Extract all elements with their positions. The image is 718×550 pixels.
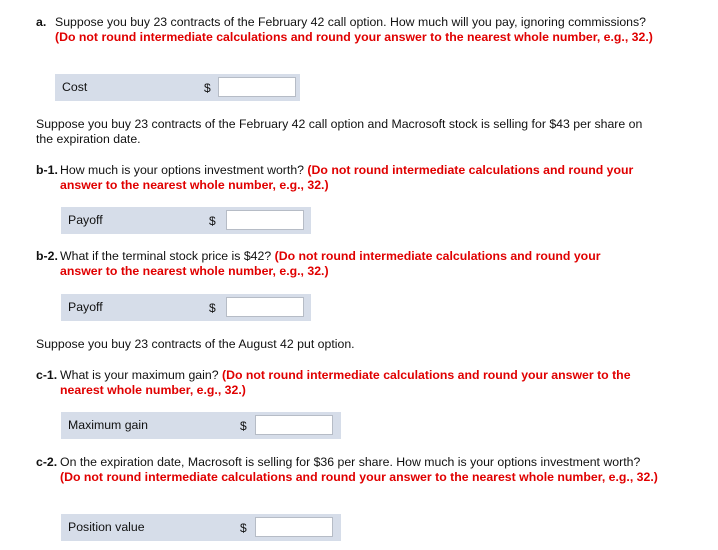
maximum-gain-input[interactable] (255, 415, 333, 435)
question-text: On the expiration date, Macrosoft is selling for $36 per share. How much is your options investment worth? (60, 455, 641, 469)
rounding-instruction: (Do not round intermediate calculations and round your answer to the nearest whole number, e.g., 32.) (60, 368, 631, 397)
rounding-instruction: (Do not round intermediate calculations and round your answer to the nearest whole number, e.g., 32.) (60, 470, 658, 484)
scenario-b-text: Suppose you buy 23 contracts of the February 42 call option and Macrosoft stock is selling for $43 per share on the expiration date. (36, 117, 643, 146)
question-number: b-1. (36, 163, 58, 177)
question-a (36, 15, 658, 45)
rounding-instruction: (Do not round intermediate calculations and round your answer to the nearest whole number, e.g., 32.) (60, 249, 601, 278)
question-text: How much is your options investment worth? (60, 163, 304, 177)
currency-symbol: $ (209, 214, 216, 228)
question-c2 (36, 455, 661, 485)
answer-row-maximum-gain (61, 412, 341, 439)
question-number: c-1. (36, 368, 58, 382)
payoff-b1-input[interactable] (226, 210, 304, 230)
question-number: b-2. (36, 249, 58, 263)
currency-symbol: $ (209, 301, 216, 315)
question-number: a. (36, 15, 47, 29)
currency-symbol: $ (240, 521, 247, 535)
payoff-b2-input[interactable] (226, 297, 304, 317)
question-text: What if the terminal stock price is $42? (60, 249, 272, 263)
scenario-c-text: Suppose you buy 23 contracts of the August 42 put option. (36, 337, 355, 351)
currency-symbol: $ (204, 81, 211, 95)
question-b2 (36, 249, 646, 279)
question-number: c-2. (36, 455, 58, 469)
currency-symbol: $ (240, 419, 247, 433)
answer-row-payoff-b1 (61, 207, 311, 234)
question-text: Suppose you buy 23 contracts of the February 42 call option. How much will you pay, ignoring commissions? (55, 15, 647, 29)
answer-label: Cost (62, 80, 88, 94)
cost-input[interactable] (218, 77, 296, 97)
answer-label: Position value (68, 520, 145, 534)
answer-label: Maximum gain (68, 418, 148, 432)
question-text: What is your maximum gain? (60, 368, 219, 382)
answer-label: Payoff (68, 213, 103, 227)
position-value-input[interactable] (255, 517, 333, 537)
rounding-instruction: (Do not round intermediate calculations and round your answer to the nearest whole number, e.g., 32.) (60, 163, 634, 192)
answer-row-cost (55, 74, 300, 101)
answer-row-payoff-b2 (61, 294, 311, 321)
question-b1 (36, 163, 646, 193)
question-c1 (36, 368, 646, 398)
rounding-instruction: (Do not round intermediate calculations and round your answer to the nearest whole number, e.g., 32.) (55, 30, 653, 44)
answer-label: Payoff (68, 300, 103, 314)
answer-row-position-value (61, 514, 341, 541)
